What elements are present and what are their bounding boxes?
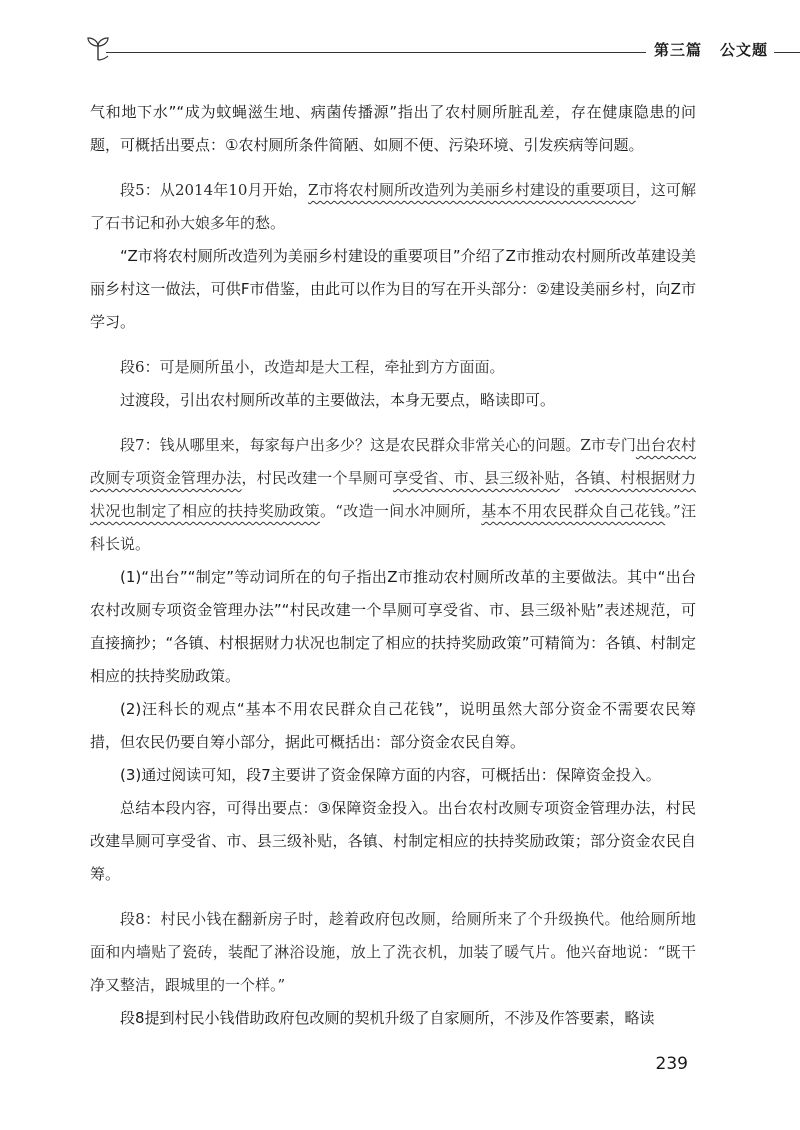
source-5-text: 段5：从2014年10月开始， <box>120 181 308 199</box>
source-7-text-i: 。”汪科长说。 <box>90 502 696 553</box>
paragraph-analysis-5: (2)汪科长的观点“基本不用农民群众自己花钱”，说明虽然大部分资金不需要农民筹措，但农民仍要自筹小部分，据此可概括出：部分资金农民自筹。 <box>90 700 696 751</box>
header-title: 公文题 <box>720 41 769 59</box>
paragraph-source-5 <box>90 174 696 240</box>
header-part: 第三篇 <box>654 41 703 59</box>
paragraph-source-6: 段6：可是厕所虽小，改造却是大工程，牵扯到方方面面。 <box>120 358 505 376</box>
source-7-underlined-1: 出台农村改厕专项资金管理办法 <box>90 436 696 487</box>
source-7-text-g: 。“改造一间水冲厕所， <box>319 502 482 520</box>
page-body <box>90 96 696 1035</box>
source-7-text-a: 段7：钱从哪里来，每家每户出多少？这是农民群众非常关心的问题。Z市专门 <box>120 436 636 454</box>
sprout-icon <box>84 34 124 64</box>
page-number: 239 <box>655 1054 688 1074</box>
source-5-text-end: ，这可解了石书记和孙大娘多年的愁。 <box>90 181 696 232</box>
paragraph-analysis-7: 段8提到村民小钱借助政府包改厕的契机升级了自家厕所，不涉及作答要素，略读 <box>120 1009 655 1027</box>
header-rule-right <box>774 52 800 53</box>
paragraph-source-7 <box>90 429 696 561</box>
header-rule-left <box>106 52 646 53</box>
paragraph-analysis-1: 气和地下水”“成为蚊蝇滋生地、病菌传播源”指出了农村厕所脏乱差，存在健康隐患的问题，可概括出要点：①农村厕所条件简陋、如厕不便、污染环境、引发疾病等问题。 <box>90 103 696 154</box>
source-7-text-e: ， <box>559 469 575 487</box>
source-7-underlined-2: 享受省、市、县三级补贴 <box>393 469 560 487</box>
source-7-underlined-4: 基本不用农民群众自己花钱 <box>481 502 666 520</box>
paragraph-analysis-4: (1)“出台”“制定”等动词所在的句子指出Z市推动农村厕所改革的主要做法。其中“出台农村改厕专项资金管理办法”“村民改建一个旱厕可享受省、市、县三级补贴”表述规范，可直接摘抄；“各镇、村根据财力状况也制定了相应的扶持奖励政策”可精简为：各镇、村制定相应的扶持奖励政策。 <box>90 568 696 685</box>
source-5-underlined: Z市将农村厕所改造列为美丽乡村建设的重要项目 <box>307 181 636 199</box>
paragraph-analysis-6: (3)通过阅读可知，段7主要讲了资金保障方面的内容，可概括出：保障资金投入。 <box>120 766 661 784</box>
page-header <box>84 30 800 70</box>
source-7-underlined-3: 各镇、村根据财力状况也制定了相应的扶持奖励政策 <box>90 469 696 520</box>
paragraph-source-8: 段8：村民小钱在翻新房子时，趁着政府包改厕，给厕所来了个升级换代。他给厕所地面和内墙贴了瓷砖，装配了淋浴设施，放上了洗衣机，加装了暖气片。他兴奋地说：“既干净又整洁，跟城里的一个样。” <box>90 910 696 994</box>
paragraph-analysis-3: 过渡段，引出农村厕所改革的主要做法，本身无要点，略读即可。 <box>120 391 556 409</box>
source-7-text-c: ，村民改建一个旱厕可 <box>241 469 394 487</box>
paragraph-analysis-2: “Z市将农村厕所改造列为美丽乡村建设的重要项目”介绍了Z市推动农村厕所改革建设美丽乡村这一做法，可供F市借鉴，由此可以作为目的写在开头部分：②建设美丽乡村，向Z市学习。 <box>90 247 696 331</box>
paragraph-summary: 总结本段内容，可得出要点：③保障资金投入。出台农村改厕专项资金管理办法，村民改建旱厕可享受省、市、县三级补贴，各镇、村制定相应的扶持奖励政策；部分资金农民自筹。 <box>90 799 696 883</box>
